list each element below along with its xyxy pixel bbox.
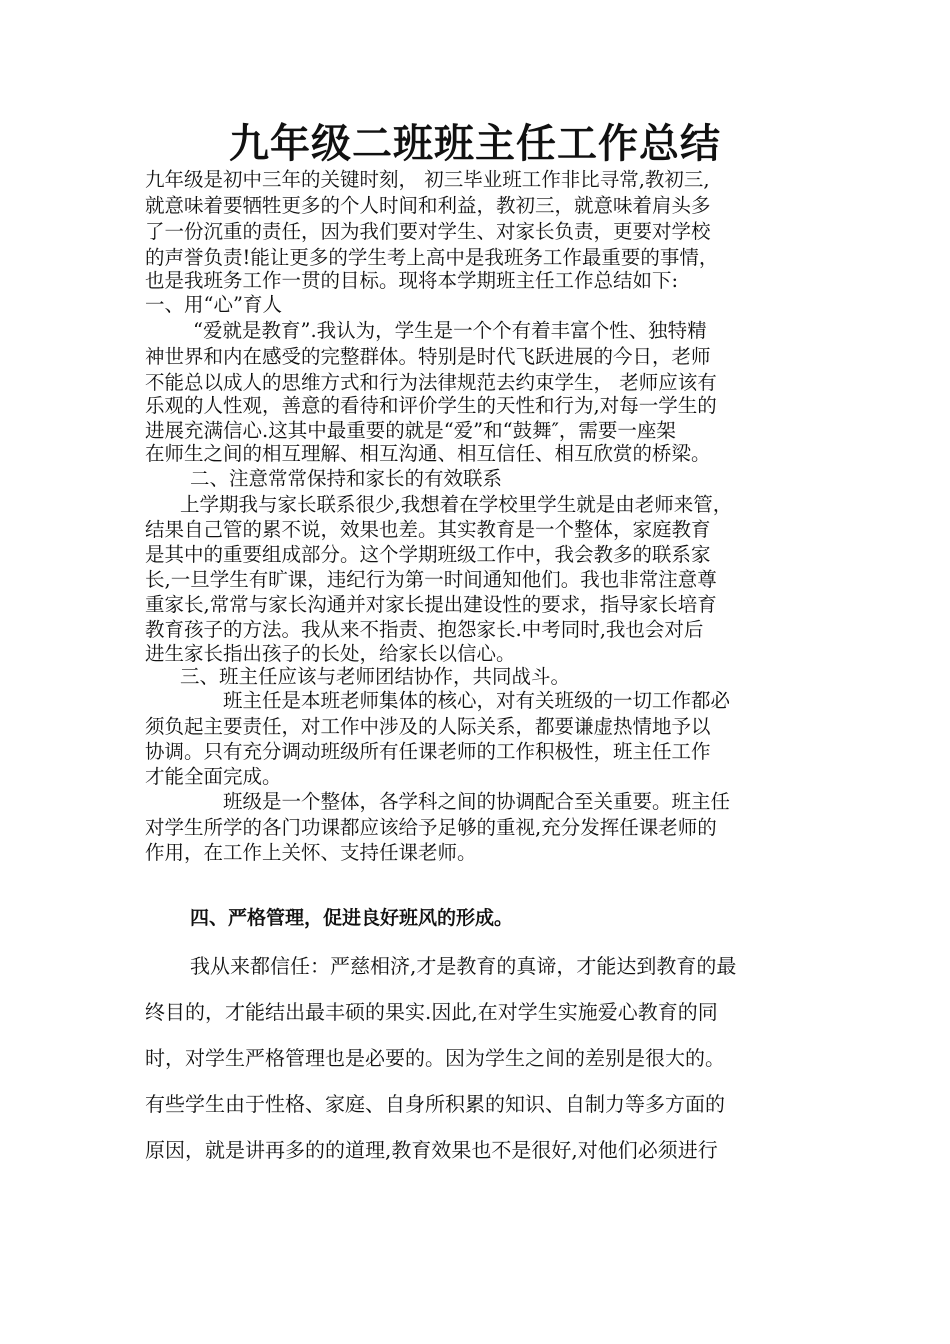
paragraph-line: 是其中的重要组成部分。这个学期班级工作中，我会教多的联系家	[145, 543, 711, 566]
paragraph-line: 不能总以成人的思维方式和行为法律规范去约束学生， 老师应该有	[145, 371, 717, 394]
paragraph-line: 进生家长指出孩子的长处，给家长以信心。	[145, 642, 516, 665]
paragraph-line: 须负起主要责任，对工作中涉及的人际关系，都要谦虚热情地予以	[145, 715, 711, 738]
paragraph-line: 在师生之间的相互理解、相互沟通、相互信任、相互欣赏的桥梁。	[145, 442, 711, 465]
section-heading-3: 三、班主任应该与老师团结协作，共同战斗。	[180, 665, 571, 688]
paragraph-line: 班主任是本班老师集体的核心，对有关班级的一切工作都必	[223, 689, 731, 712]
section-heading-2: 二、注意常常保持和家长的有效联系	[190, 467, 503, 490]
paragraph-line: 上学期我与家长联系很少,我想着在学校里学生就是由老师来管，	[180, 493, 733, 516]
paragraph-line: 作用，在工作上关怀、支持任课老师。	[145, 841, 477, 864]
paragraph-line: 我从来都信任：严慈相济,才是教育的真谛，才能达到教育的最	[190, 954, 737, 978]
paragraph-line: 班级是一个整体，各学科之间的协调配合至关重要。班主任	[223, 790, 731, 813]
paragraph-line: 也是我班务工作一贯的目标。现将本学期班主任工作总结如下:	[145, 269, 679, 292]
paragraph-line: 原因，就是讲再多的的道理,教育效果也不是很好,对他们必须进行	[145, 1138, 718, 1162]
paragraph-line: 乐观的人性观，善意的看待和评价学生的天性和行为,对每一学生的	[145, 394, 717, 417]
paragraph-line: 终目的，才能结出最丰硕的果实.因此,在对学生实施爱心教育的同	[145, 1000, 718, 1024]
paragraph-line: 了一份沉重的责任，因为我们要对学生、对家长负责，更要对学校	[145, 220, 711, 243]
paragraph-line: 长,一旦学生有旷课，违纪行为第一时间通知他们。我也非常注意尊	[145, 568, 717, 591]
paragraph-line: “爱就是教育”.我认为，学生是一个个有着丰富个性、独特精	[193, 319, 707, 342]
paragraph-line: 时，对学生严格管理也是必要的。因为学生之间的差别是很大的。	[145, 1046, 725, 1070]
paragraph-line: 就意味着要牺牲更多的个人时间和利益，教初三，就意味着肩头多	[145, 194, 711, 217]
section-heading-4: 四、严格管理，促进良好班风的形成。	[190, 907, 514, 929]
paragraph-line: 进展充满信心.这其中最重要的就是“爱”和“鼓舞″，需要一座架	[145, 419, 676, 442]
paragraph-line: 有些学生由于性格、家庭、自身所积累的知识、自制力等多方面的	[145, 1092, 725, 1116]
paragraph-line: 的声誉负责!能让更多的学生考上高中是我班务工作最重要的事情，	[145, 246, 719, 269]
paragraph-line: 九年级是初中三年的关键时刻， 初三毕业班工作非比寻常,教初三,	[145, 168, 710, 191]
paragraph-line: 神世界和内在感受的完整群体。特别是时代飞跃进展的今日，老师	[145, 345, 711, 368]
paragraph-line: 才能全面完成。	[145, 765, 282, 788]
paragraph-line: 重家长,常常与家长沟通并对家长提出建设性的要求，指导家长培育	[145, 593, 717, 616]
section-heading-1: 一、用“心”育人	[145, 293, 282, 316]
paragraph-line: 对学生所学的各门功课都应该给予足够的重视,充分发挥任课老师的	[145, 816, 717, 839]
paragraph-line: 协调。只有充分调动班级所有任课老师的工作积极性，班主任工作	[145, 740, 711, 763]
paragraph-line: 结果自己管的累不说，效果也差。其实教育是一个整体，家庭教育	[145, 518, 711, 541]
document-title: 九年级二班班主任工作总结	[229, 120, 721, 167]
paragraph-line: 教育孩子的方法。我从来不指责、抱怨家长.中考同时,我也会对后	[145, 618, 704, 641]
